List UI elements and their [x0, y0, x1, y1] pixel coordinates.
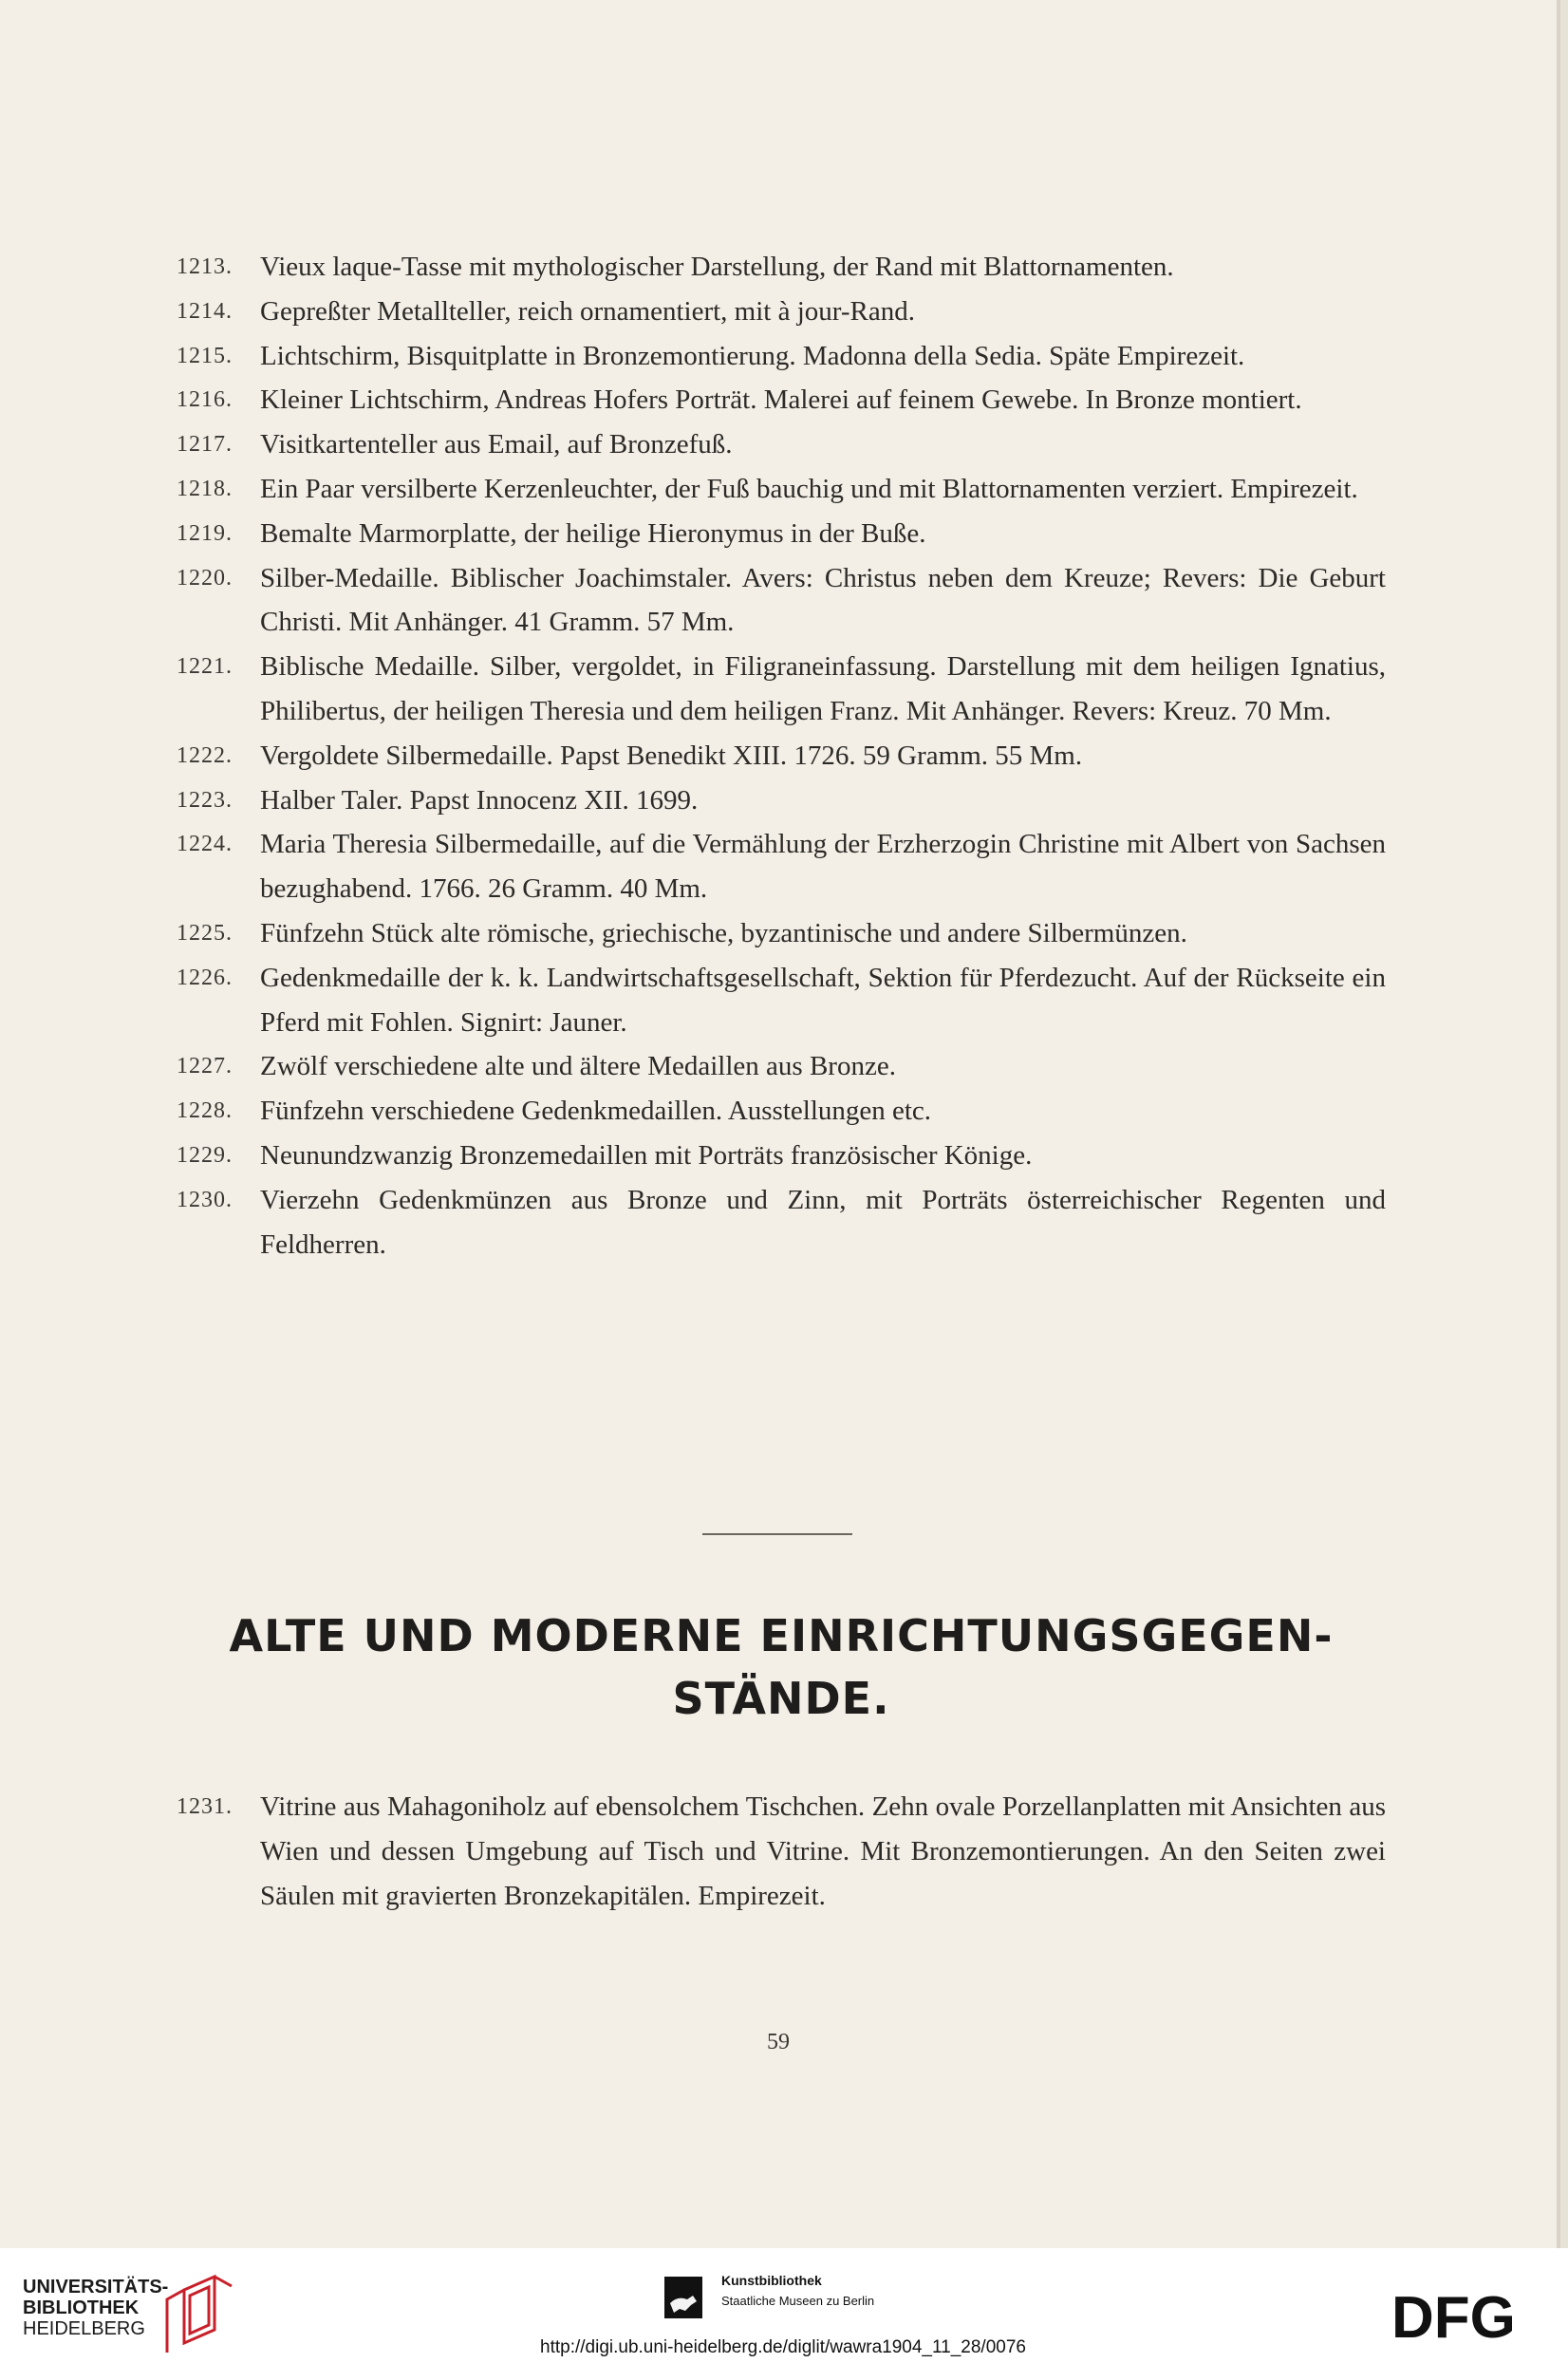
entry-text: Visitkartenteller aus Email, auf Bronzefuß.	[260, 429, 733, 460]
entry-text: Biblische Medaille. Silber, vergoldet, in Filigraneinfassung. Darstellung mit dem heiligen Ignatius, Philibertus, der heiligen Theresia und dem heiligen Franz. Mit Anhänger. Revers: Kreuz. 70 Mm.	[260, 651, 1386, 726]
entry-number: 1217.	[177, 432, 233, 458]
kunstbibliothek-subtitle: Staatliche Museen zu Berlin	[721, 2294, 875, 2308]
kunstbibliothek-logo[interactable]	[664, 2265, 987, 2322]
section-divider	[702, 1533, 852, 1535]
entry-text: Lichtschirm, Bisquitplatte in Bronzemontierung. Madonna della Sedia. Späte Empirezeit.	[260, 340, 1245, 371]
entry-text: Vitrine aus Mahagoniholz auf ebensolchem Tischchen. Zehn ovale Porzellanplatten mit Ansichten aus Wien und dessen Umgebung auf Tisch und Vitrine. Mit Bronzemontierungen. An den Seiten zwei Säulen mit gravierten Bronzekapitälen. Empirezeit.	[260, 1791, 1386, 1911]
dfg-logo-text: DFG	[1391, 2286, 1516, 2343]
entry-number: 1225.	[177, 920, 233, 946]
catalog-entry	[177, 467, 1386, 512]
entry-number: 1222.	[177, 742, 233, 768]
digitization-footer	[0, 2248, 1568, 2363]
entry-number: 1218.	[177, 476, 233, 501]
entry-number: 1226.	[177, 965, 233, 990]
entry-text: Gedenkmedaille der k. k. Landwirtschaftsgesellschaft, Sektion für Pferdezucht. Auf der Rückseite ein Pferd mit Fohlen. Signirt: Jauner.	[260, 962, 1386, 1038]
uni-logo-line-3: HEIDELBERG	[23, 2318, 145, 2339]
entry-number: 1224.	[177, 832, 233, 857]
entry-number: 1227.	[177, 1054, 233, 1079]
entry-number: 1216.	[177, 387, 233, 413]
catalog-entry	[177, 911, 1386, 956]
entry-text: Silber-Medaille. Biblischer Joachimstaler. Avers: Christus neben dem Kreuze; Revers: Die Geburt Christi. Mit Anhänger. 41 Gramm. 57 Mm.	[260, 562, 1386, 638]
catalog-entry	[177, 734, 1386, 778]
catalog-entry	[177, 1178, 1386, 1267]
entry-text: Maria Theresia Silbermedaille, auf die Vermählung der Erzherzogin Christine mit Albert von Sachsen bezughabend. 1766. 26 Gramm. 40 Mm.	[260, 829, 1386, 905]
entry-text: Kleiner Lichtschirm, Andreas Hofers Porträt. Malerei auf feinem Gewebe. In Bronze montiert.	[260, 384, 1302, 416]
dfg-logo-icon[interactable]	[1391, 2286, 1549, 2343]
entry-text: Fünfzehn Stück alte römische, griechische, byzantinische und andere Silbermünzen.	[260, 917, 1187, 948]
entry-number: 1219.	[177, 520, 233, 546]
kunstbibliothek-title: Kunstbibliothek	[721, 2273, 822, 2288]
catalog-entry	[177, 645, 1386, 734]
catalog-entries-section-2	[177, 1785, 1386, 1918]
page-number: 59	[767, 2030, 790, 2054]
catalog-entry	[177, 245, 1386, 290]
catalog-entry	[177, 1785, 1386, 1918]
catalog-entry	[177, 334, 1386, 379]
section-heading-line-2: STÄNDE.	[672, 1673, 890, 1724]
entry-text: Bemalte Marmorplatte, der heilige Hieronymus in der Buße.	[260, 517, 926, 549]
catalog-entry	[177, 778, 1386, 823]
entry-text: Halber Taler. Papst Innocenz XII. 1699.	[260, 784, 699, 816]
section-heading-line-1: ALTE UND MODERNE EINRICHTUNGSGEGEN-	[229, 1610, 1334, 1661]
catalog-entries	[177, 245, 1386, 1266]
entry-text: Fünfzehn verschiedene Gedenkmedaillen. Ausstellungen etc.	[260, 1096, 932, 1127]
entry-text: Neunundzwanzig Bronzemedaillen mit Porträts französischer Könige.	[260, 1139, 1033, 1171]
entry-text: Vierzehn Gedenkmünzen aus Bronze und Zinn, mit Porträts österreichischer Regenten und Feldherren.	[260, 1184, 1386, 1260]
catalog-entry	[177, 378, 1386, 422]
entry-number: 1223.	[177, 787, 233, 813]
catalog-entry	[177, 512, 1386, 556]
entry-number: 1221.	[177, 654, 233, 680]
entry-text: Ein Paar versilberte Kerzenleuchter, der Fuß bauchig und mit Blattornamenten verziert. Empirezeit.	[260, 473, 1358, 504]
catalog-entry	[177, 1044, 1386, 1089]
catalog-entry	[177, 290, 1386, 334]
catalog-entry	[177, 422, 1386, 467]
entry-text: Gepreßter Metallteller, reich ornamentiert, mit à jour-Rand.	[260, 295, 915, 327]
entry-text: Vergoldete Silbermedaille. Papst Benedikt XIII. 1726. 59 Gramm. 55 Mm.	[260, 740, 1083, 771]
catalog-entry	[177, 556, 1386, 646]
entry-number: 1228.	[177, 1098, 233, 1124]
catalog-entry	[177, 956, 1386, 1045]
entry-text: Zwölf verschiedene alte und ältere Medaillen aus Bronze.	[260, 1051, 896, 1082]
entry-number: 1230.	[177, 1187, 233, 1212]
catalog-entry	[177, 822, 1386, 911]
entry-number: 1214.	[177, 298, 233, 324]
permalink-url[interactable]: http://digi.ub.uni-heidelberg.de/diglit/wawra1904_11_28/0076	[540, 2337, 1026, 2357]
uni-logo-line-1: UNIVERSITÄTS-	[23, 2277, 169, 2297]
catalog-entry	[177, 1134, 1386, 1178]
catalog-entry	[177, 1089, 1386, 1134]
entry-number: 1231.	[177, 1794, 233, 1819]
bear-emblem-icon	[664, 2277, 706, 2320]
entry-number: 1229.	[177, 1142, 233, 1168]
entry-text: Vieux laque-Tasse mit mythologischer Darstellung, der Rand mit Blattornamenten.	[260, 252, 1174, 282]
library-emblem-icon	[156, 2273, 241, 2354]
entry-number: 1220.	[177, 565, 233, 591]
uni-logo-line-2: BIBLIOTHEK	[23, 2297, 140, 2318]
entry-number: 1215.	[177, 343, 233, 368]
section-heading	[177, 1604, 1386, 1730]
entry-number: 1213.	[177, 254, 233, 279]
university-library-logo[interactable]	[23, 2277, 222, 2353]
